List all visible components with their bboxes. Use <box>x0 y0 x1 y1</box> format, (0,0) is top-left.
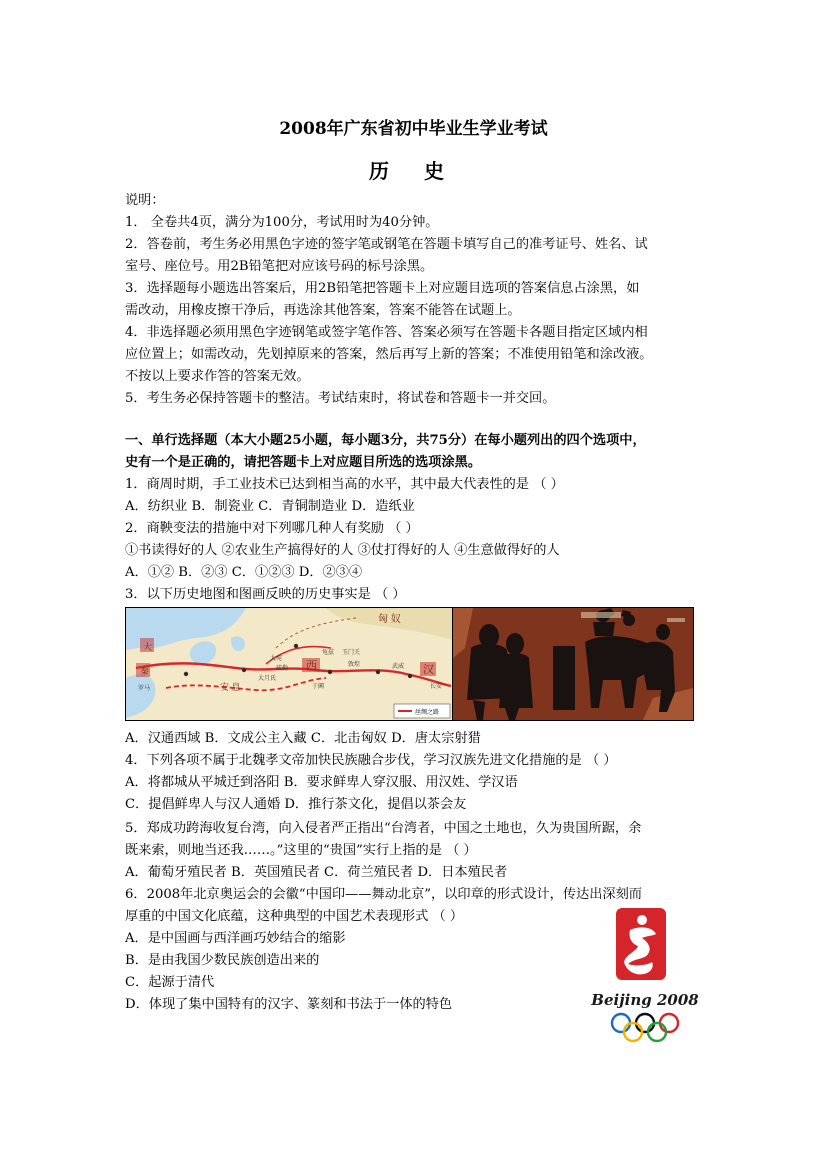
question-6-option: B．是由我国少数民族创造出来的 <box>125 953 320 968</box>
section-heading: 史有一个是正确的，请把答题卡上对应题目所选的选项涂黑。 <box>125 455 482 470</box>
map-label-wuwei: 武威 <box>392 664 405 670</box>
map-label-xiyu: 西 <box>306 660 317 672</box>
question-2-options: A．①② B．②③ C．①②③ D．②③④ <box>125 565 363 580</box>
map-label-dayuezhi: 大月氏 <box>258 676 277 682</box>
map-label-changan: 长安 <box>430 684 443 690</box>
question-1-stem: 1．商周时期，手工业技术已达到相当高的水平，其中最大代表性的是 （ ） <box>125 477 564 492</box>
question-4-stem: 4．下列各项不属于北魏孝文帝加快民族融合步伐，学习汉族先进文化措施的是 （ ） <box>125 753 617 768</box>
mural-painting <box>452 607 694 721</box>
question-4-options: A．将都城从平城迁到洛阳 B．要求鲜卑人穿汉服、用汉姓、学汉语 <box>125 775 518 790</box>
map-label-guizi: 龟兹 <box>322 650 335 656</box>
question-2-stem: 2．商鞅变法的措施中对下列哪几种人有奖励 （ ） <box>125 521 419 536</box>
beijing-2008-emblem <box>590 908 700 1048</box>
exam-subject: 历 史 <box>369 159 458 183</box>
map-label-shule: 疏勒 <box>276 666 289 672</box>
question-5-stem: 5．郑成功跨海收复台湾，向入侵者严正指出“台湾者，中国之土地也，久为贵国所踞，余 <box>125 821 642 836</box>
question-6-stem: 厚重的中国文化底蕴，这种典型的中国艺术表现形式 （ ） <box>125 909 464 924</box>
map-label-anxi: 安 息 <box>220 682 241 692</box>
question-5-options: A．葡萄牙殖民者 B．英国殖民者 C．荷兰殖民者 D．日本殖民者 <box>125 865 508 880</box>
question-3-stem: 3．以下历史地图和图画反映的历史事实是 （ ） <box>125 587 406 602</box>
instructions-heading: 说明： <box>125 193 165 208</box>
map-label-yumen: 玉门关 <box>342 650 361 656</box>
question-6-stem: 6．2008年北京奥运会的会徽“中国印——舞动北京”，以印章的形式设计，传达出深刻而 <box>125 887 642 902</box>
instruction-line: 不按以上要求作答的答案无效。 <box>125 369 310 384</box>
section-heading: 一、单行选择题（本大小题25小题，每小题3分，共75分）在每小题列出的四个选项中， <box>125 433 646 448</box>
map-label-dayuan: 大宛 <box>270 656 283 662</box>
map-label-da: 大 <box>143 642 153 652</box>
exam-title: 2008年广东省初中毕业生学业考试 <box>279 119 548 139</box>
instruction-line: 5．考生务必保持答题卡的整洁。考试结束时，将试卷和答题卡一并交回。 <box>125 391 556 406</box>
instruction-line: 室号、座位号。用2B铅笔把对应该号码的标号涂黑。 <box>125 259 434 274</box>
question-4-options: C．提倡鲜卑人与汉人通婚 D．推行茶文化，提倡以茶会友 <box>125 797 467 812</box>
instruction-line: 4．非选择题必须用黑色字迹钢笔或签字笔作答、答案必须写在答题卡各题目指定区域内相 <box>125 325 648 340</box>
instruction-line: 需改动，用橡皮擦干净后，再选涂其他答案，答案不能答在试题上。 <box>125 303 521 318</box>
map-label-yutian: 于阗 <box>312 684 325 690</box>
map-legend: 丝绸之路 <box>415 710 440 716</box>
instruction-line: 3．选择题每小题选出答案后，用2B铅笔把答题卡上对应题目选项的答案信息占涂黑，如 <box>125 281 640 296</box>
map-label-qin: 秦 <box>140 666 150 676</box>
emblem-text: Beijing 2008 <box>591 991 699 1009</box>
map-label-dunhuang: 敦煌 <box>348 662 361 668</box>
map-label-xiongnu: 匈 奴 <box>378 614 401 625</box>
question-5-stem: 既来索，则地当还我……。”这里的“贵国”实行上指的是 （ ） <box>125 843 477 858</box>
question-6-option: A．是中国画与西洋画巧妙结合的缩影 <box>125 931 346 946</box>
map-label-han: 汉 <box>423 664 434 676</box>
olympic-rings-icon <box>612 1014 678 1041</box>
question-6-option: C．起源于清代 <box>125 975 215 990</box>
question-2-items: ①书读得好的人 ②农业生产搞得好的人 ③仗打得好的人 ④生意做得好的人 <box>125 543 560 558</box>
instruction-line: 1． 全卷共4页，满分为100分，考试用时为40分钟。 <box>125 215 439 230</box>
question-3-options: A．汉通西域 B．文成公主入藏 C．北击匈奴 D．唐太宗射猎 <box>125 731 481 746</box>
instruction-line: 应位置上；如需改动，先划掉原来的答案，然后再写上新的答案；不准使用铅笔和涂改液。 <box>125 347 653 362</box>
question-1-options: A．纺织业 B．制瓷业 C．青铜制造业 D．造纸业 <box>125 499 415 514</box>
question-6-option: D．体现了集中国特有的汉字、篆刻和书法于一体的特色 <box>125 997 453 1012</box>
silk-road-map <box>125 607 454 721</box>
map-label-luoma: 罗马 <box>138 686 151 692</box>
instruction-line: 2．答卷前，考生务必用黑色字迹的签字笔或钢笔在答题卡填写自己的准考证号、姓名、试 <box>125 237 648 252</box>
